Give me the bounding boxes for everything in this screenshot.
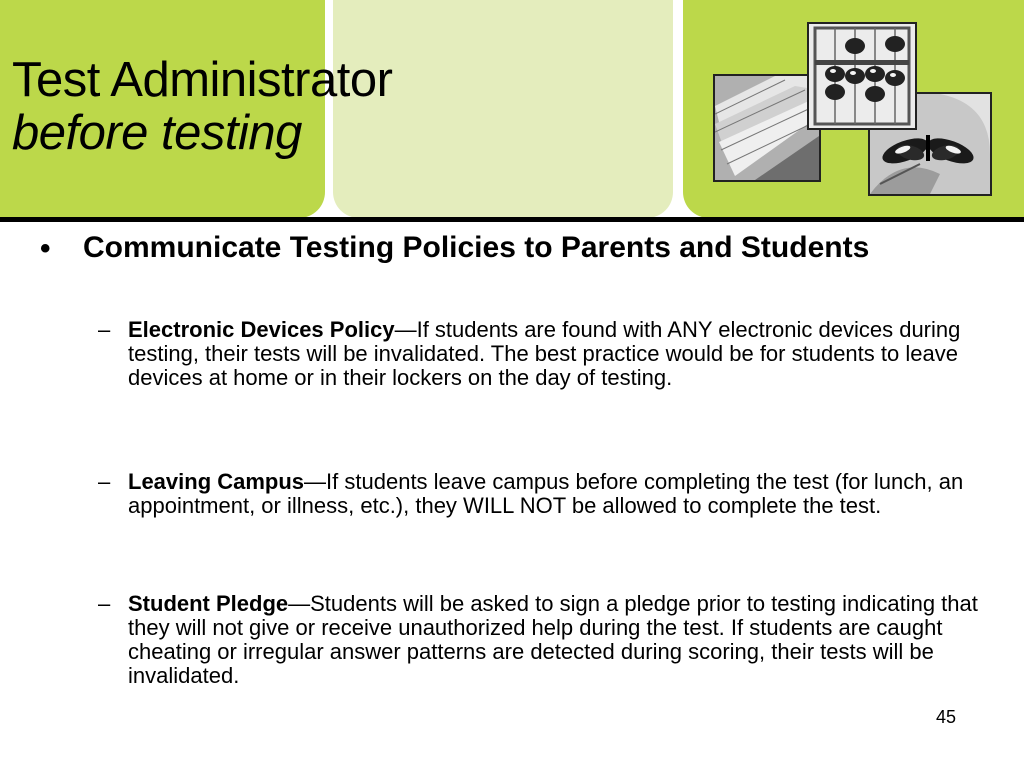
- title-line-1: Test Administrator: [12, 53, 393, 107]
- sub-point-text: —If students are found with ANY electronic devices during testing, their tests will be invalidated. The best practice would be for students to leave devices at home or in their lockers on the day of testing.: [128, 317, 961, 390]
- sub-point-student-pledge: [128, 592, 988, 688]
- bullet-icon: •: [40, 232, 51, 265]
- sub-point-term: Student Pledge: [128, 591, 289, 616]
- abacus-image: [809, 24, 915, 128]
- dash-icon: –: [98, 591, 111, 616]
- books-image: [715, 76, 819, 180]
- sub-point-leaving-campus: [128, 470, 988, 518]
- sub-point-term: Electronic Devices Policy: [128, 317, 395, 342]
- slide-title: [12, 52, 492, 158]
- books-photo: [713, 74, 821, 182]
- page-number: 45: [936, 707, 957, 727]
- header-rule: [0, 217, 1024, 222]
- dash-icon: –: [98, 317, 111, 342]
- sub-point-electronic-devices: [128, 318, 988, 390]
- abacus-photo: [807, 22, 917, 130]
- title-line-2: before testing: [12, 106, 302, 160]
- main-bullet: Communicate Testing Policies to Parents and Students: [83, 231, 870, 264]
- sub-point-text: —Students will be asked to sign a pledge prior to testing indicating that they will not give or receive unauthorized help during the test. If students are caught cheating or irregular answer patterns are detected during scoring, their tests will be invalidated.: [128, 591, 978, 688]
- sub-point-text: —If students leave campus before completing the test (for lunch, an appointment, or illness, etc.), they WILL NOT be allowed to complete the test.: [128, 469, 964, 518]
- sub-point-term: Leaving Campus: [128, 469, 305, 494]
- dash-icon: –: [98, 469, 111, 494]
